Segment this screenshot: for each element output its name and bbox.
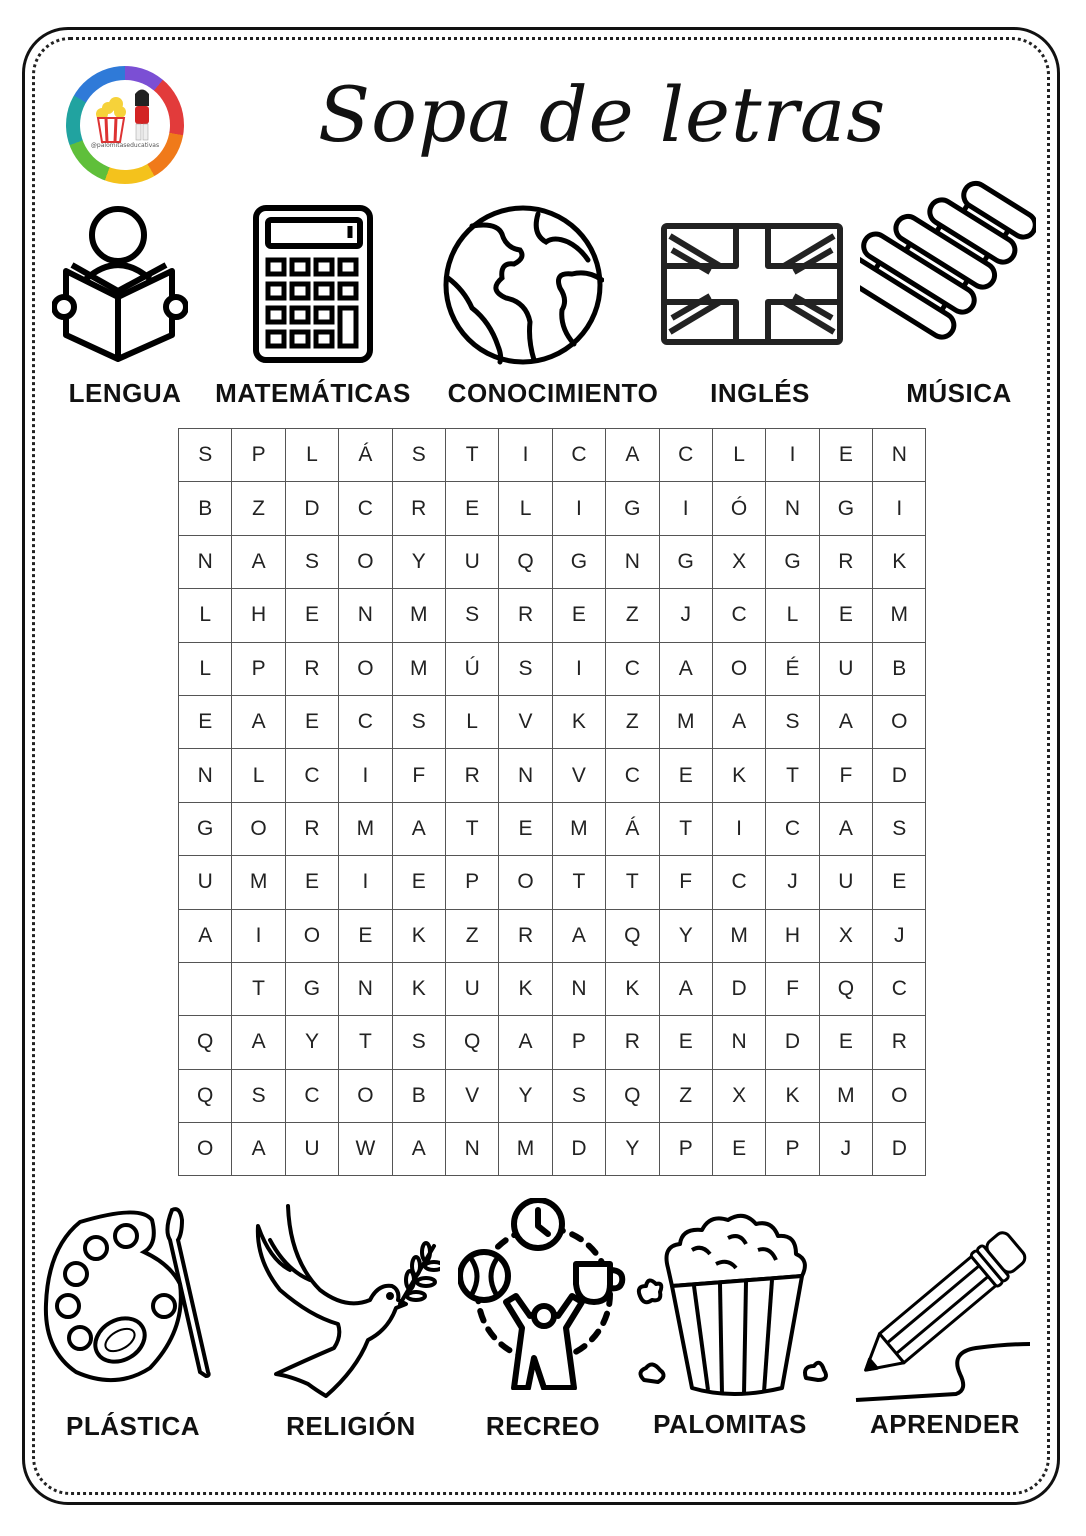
word-label-ingles: INGLÉS: [710, 378, 810, 408]
grid-cell[interactable]: S: [552, 1069, 605, 1122]
grid-cell[interactable]: I: [339, 749, 392, 802]
grid-cell[interactable]: S: [873, 802, 926, 855]
grid-cell[interactable]: O: [873, 695, 926, 748]
grid-cell[interactable]: S: [445, 589, 498, 642]
grid-cell[interactable]: M: [819, 1069, 872, 1122]
word-label-musica: MÚSICA: [906, 378, 1012, 408]
grid-cell[interactable]: B: [873, 642, 926, 695]
grid-cell[interactable]: X: [819, 909, 872, 962]
grid-cell[interactable]: N: [873, 429, 926, 482]
grid-cell[interactable]: Q: [499, 535, 552, 588]
popcorn-mascot-icon: [80, 80, 170, 170]
grid-cell[interactable]: T: [552, 856, 605, 909]
grid-cell[interactable]: S: [392, 1016, 445, 1069]
reading-person-icon: [52, 203, 188, 363]
grid-cell[interactable]: M: [552, 802, 605, 855]
word-label-matematicas: MATEMÁTICAS: [215, 378, 411, 408]
grid-cell[interactable]: T: [339, 1016, 392, 1069]
grid-cell[interactable]: C: [712, 589, 765, 642]
grid-cell[interactable]: G: [766, 535, 819, 588]
grid-cell[interactable]: C: [606, 642, 659, 695]
grid-cell[interactable]: Á: [606, 802, 659, 855]
grid-cell[interactable]: N: [499, 749, 552, 802]
grid-cell[interactable]: F: [659, 856, 712, 909]
grid-cell[interactable]: A: [659, 642, 712, 695]
grid-cell[interactable]: Q: [179, 1016, 232, 1069]
grid-cell[interactable]: G: [659, 535, 712, 588]
grid-cell[interactable]: M: [232, 856, 285, 909]
grid-row: [179, 642, 926, 695]
grid-cell[interactable]: R: [392, 482, 445, 535]
grid-cell[interactable]: S: [766, 695, 819, 748]
grid-cell[interactable]: J: [819, 1123, 872, 1176]
grid-cell[interactable]: V: [499, 695, 552, 748]
popcorn-icon: [632, 1210, 832, 1396]
pencil-icon: [846, 1204, 1046, 1404]
grid-cell[interactable]: V: [445, 1069, 498, 1122]
grid-row: [179, 482, 926, 535]
grid-cell[interactable]: R: [285, 802, 338, 855]
grid-cell[interactable]: S: [232, 1069, 285, 1122]
grid-cell[interactable]: C: [552, 429, 605, 482]
grid-cell[interactable]: Ú: [445, 642, 498, 695]
grid-cell[interactable]: T: [766, 749, 819, 802]
grid-cell[interactable]: I: [552, 642, 605, 695]
grid-cell[interactable]: B: [392, 1069, 445, 1122]
grid-cell[interactable]: Y: [499, 1069, 552, 1122]
grid-cell[interactable]: O: [339, 1069, 392, 1122]
grid-cell[interactable]: I: [339, 856, 392, 909]
grid-cell[interactable]: S: [499, 642, 552, 695]
grid-cell[interactable]: H: [232, 589, 285, 642]
grid-cell[interactable]: S: [179, 429, 232, 482]
grid-cell[interactable]: A: [499, 1016, 552, 1069]
grid-cell[interactable]: A: [392, 802, 445, 855]
grid-cell[interactable]: L: [499, 482, 552, 535]
grid-cell[interactable]: E: [179, 695, 232, 748]
grid-cell[interactable]: Q: [606, 1069, 659, 1122]
grid-cell[interactable]: Á: [339, 429, 392, 482]
grid-cell[interactable]: E: [819, 1016, 872, 1069]
grid-cell[interactable]: A: [179, 909, 232, 962]
grid-cell[interactable]: M: [873, 589, 926, 642]
grid-cell[interactable]: K: [392, 909, 445, 962]
grid-cell[interactable]: F: [819, 749, 872, 802]
grid-cell[interactable]: O: [339, 535, 392, 588]
grid-cell[interactable]: [179, 962, 232, 1015]
grid-cell[interactable]: N: [606, 535, 659, 588]
grid-cell[interactable]: T: [445, 802, 498, 855]
grid-cell[interactable]: P: [232, 642, 285, 695]
grid-cell[interactable]: C: [285, 749, 338, 802]
grid-cell[interactable]: Y: [606, 1123, 659, 1176]
grid-cell[interactable]: N: [445, 1123, 498, 1176]
grid-cell[interactable]: T: [606, 856, 659, 909]
grid-cell[interactable]: T: [445, 429, 498, 482]
brand-logo: [66, 66, 184, 184]
grid-cell[interactable]: A: [232, 695, 285, 748]
grid-cell[interactable]: M: [339, 802, 392, 855]
grid-cell[interactable]: R: [499, 589, 552, 642]
grid-cell[interactable]: D: [712, 962, 765, 1015]
grid-cell[interactable]: L: [232, 749, 285, 802]
grid-cell[interactable]: E: [445, 482, 498, 535]
grid-cell[interactable]: S: [392, 695, 445, 748]
grid-cell[interactable]: G: [285, 962, 338, 1015]
grid-cell[interactable]: E: [819, 589, 872, 642]
grid-cell[interactable]: N: [766, 482, 819, 535]
grid-cell[interactable]: I: [552, 482, 605, 535]
grid-cell[interactable]: N: [179, 749, 232, 802]
grid-cell[interactable]: F: [766, 962, 819, 1015]
grid-cell[interactable]: E: [339, 909, 392, 962]
grid-cell[interactable]: Y: [392, 535, 445, 588]
grid-cell[interactable]: Y: [285, 1016, 338, 1069]
grid-cell[interactable]: Q: [819, 962, 872, 1015]
grid-cell[interactable]: C: [606, 749, 659, 802]
grid-row: [179, 802, 926, 855]
grid-cell[interactable]: I: [232, 909, 285, 962]
grid-cell[interactable]: Ó: [712, 482, 765, 535]
grid-cell[interactable]: S: [285, 535, 338, 588]
grid-cell[interactable]: K: [712, 749, 765, 802]
grid-cell[interactable]: É: [766, 642, 819, 695]
grid-cell[interactable]: A: [606, 429, 659, 482]
grid-cell[interactable]: A: [552, 909, 605, 962]
grid-cell[interactable]: K: [766, 1069, 819, 1122]
grid-row: [179, 1123, 926, 1176]
grid-cell[interactable]: U: [819, 642, 872, 695]
grid-cell[interactable]: O: [499, 856, 552, 909]
grid-cell[interactable]: J: [659, 589, 712, 642]
word-label-conocimiento: CONOCIMIENTO: [447, 378, 659, 408]
grid-cell[interactable]: K: [873, 535, 926, 588]
grid-cell[interactable]: C: [712, 856, 765, 909]
grid-cell[interactable]: L: [179, 589, 232, 642]
grid-cell[interactable]: K: [552, 695, 605, 748]
grid-cell[interactable]: Y: [659, 909, 712, 962]
grid-cell[interactable]: E: [392, 856, 445, 909]
grid-cell[interactable]: P: [659, 1123, 712, 1176]
grid-cell[interactable]: G: [179, 802, 232, 855]
word-label-plastica: PLÁSTICA: [66, 1411, 200, 1441]
grid-cell[interactable]: R: [873, 1016, 926, 1069]
grid-cell[interactable]: D: [873, 749, 926, 802]
grid-cell[interactable]: O: [285, 909, 338, 962]
grid-cell[interactable]: I: [873, 482, 926, 535]
grid-cell[interactable]: V: [552, 749, 605, 802]
grid-row: [179, 535, 926, 588]
paint-palette-icon: [40, 1200, 220, 1390]
grid-cell[interactable]: B: [179, 482, 232, 535]
grid-cell[interactable]: L: [712, 429, 765, 482]
recess-icon: [458, 1198, 630, 1390]
grid-cell[interactable]: M: [392, 642, 445, 695]
grid-cell[interactable]: G: [606, 482, 659, 535]
grid-row: [179, 856, 926, 909]
grid-row: [179, 962, 926, 1015]
grid-cell[interactable]: R: [445, 749, 498, 802]
grid-cell[interactable]: J: [766, 856, 819, 909]
grid-cell[interactable]: A: [232, 535, 285, 588]
grid-cell[interactable]: Q: [606, 909, 659, 962]
grid-cell[interactable]: M: [499, 1123, 552, 1176]
grid-cell[interactable]: Z: [232, 482, 285, 535]
grid-cell[interactable]: Z: [445, 909, 498, 962]
grid-cell[interactable]: C: [339, 482, 392, 535]
grid-cell[interactable]: R: [606, 1016, 659, 1069]
grid-row: [179, 1069, 926, 1122]
grid-cell[interactable]: P: [232, 429, 285, 482]
globe-icon: [442, 204, 604, 366]
grid-cell[interactable]: M: [712, 909, 765, 962]
grid-row: [179, 909, 926, 962]
grid-cell[interactable]: C: [659, 429, 712, 482]
calculator-icon: [252, 204, 374, 364]
grid-cell[interactable]: M: [392, 589, 445, 642]
grid-cell[interactable]: T: [659, 802, 712, 855]
page-title: Sopa de letras: [318, 70, 887, 159]
grid-cell[interactable]: K: [392, 962, 445, 1015]
grid-cell[interactable]: D: [552, 1123, 605, 1176]
grid-cell[interactable]: A: [392, 1123, 445, 1176]
grid-cell[interactable]: U: [285, 1123, 338, 1176]
word-label-religion: RELIGIÓN: [286, 1411, 416, 1441]
uk-flag-icon: [660, 222, 844, 346]
grid-row: [179, 749, 926, 802]
grid-cell[interactable]: Z: [659, 1069, 712, 1122]
grid-cell[interactable]: Q: [445, 1016, 498, 1069]
grid-cell[interactable]: D: [285, 482, 338, 535]
grid-cell[interactable]: I: [766, 429, 819, 482]
grid-cell[interactable]: N: [179, 535, 232, 588]
grid-cell[interactable]: N: [552, 962, 605, 1015]
grid-cell[interactable]: E: [712, 1123, 765, 1176]
grid-cell[interactable]: E: [659, 749, 712, 802]
grid-cell[interactable]: R: [819, 535, 872, 588]
grid-cell[interactable]: L: [445, 695, 498, 748]
grid-cell[interactable]: E: [285, 589, 338, 642]
grid-cell[interactable]: I: [499, 429, 552, 482]
grid-cell[interactable]: W: [339, 1123, 392, 1176]
grid-cell[interactable]: J: [873, 909, 926, 962]
dove-icon: [250, 1200, 440, 1400]
grid-cell[interactable]: O: [179, 1123, 232, 1176]
grid-cell[interactable]: E: [285, 695, 338, 748]
word-label-lengua: LENGUA: [68, 378, 182, 408]
grid-cell[interactable]: A: [232, 1123, 285, 1176]
grid-cell[interactable]: A: [659, 962, 712, 1015]
grid-cell[interactable]: K: [499, 962, 552, 1015]
grid-cell[interactable]: U: [819, 856, 872, 909]
grid-cell[interactable]: C: [873, 962, 926, 1015]
grid-cell[interactable]: C: [766, 802, 819, 855]
grid-cell[interactable]: O: [232, 802, 285, 855]
grid-cell[interactable]: A: [819, 802, 872, 855]
grid-cell[interactable]: G: [819, 482, 872, 535]
grid-row: [179, 695, 926, 748]
grid-cell[interactable]: U: [445, 962, 498, 1015]
word-label-aprender: APRENDER: [870, 1409, 1020, 1439]
grid-row: [179, 589, 926, 642]
grid-cell[interactable]: P: [766, 1123, 819, 1176]
grid-row: [179, 429, 926, 482]
grid-cell[interactable]: U: [179, 856, 232, 909]
xylophone-icon: [860, 172, 1036, 368]
grid-cell[interactable]: L: [766, 589, 819, 642]
grid-cell[interactable]: F: [392, 749, 445, 802]
grid-cell[interactable]: K: [606, 962, 659, 1015]
grid-cell[interactable]: G: [552, 535, 605, 588]
grid-cell[interactable]: A: [232, 1016, 285, 1069]
grid-cell[interactable]: D: [766, 1016, 819, 1069]
grid-cell[interactable]: O: [712, 642, 765, 695]
grid-row: [179, 1016, 926, 1069]
grid-cell[interactable]: I: [712, 802, 765, 855]
word-search-grid: [178, 428, 926, 1176]
grid-cell[interactable]: E: [285, 856, 338, 909]
grid-cell[interactable]: A: [712, 695, 765, 748]
logo-handle: @palomitaseducativas: [90, 142, 160, 149]
grid-cell[interactable]: R: [499, 909, 552, 962]
grid-cell[interactable]: U: [445, 535, 498, 588]
grid-cell[interactable]: M: [659, 695, 712, 748]
grid-cell[interactable]: Q: [179, 1069, 232, 1122]
grid-cell[interactable]: R: [285, 642, 338, 695]
grid-cell[interactable]: X: [712, 1069, 765, 1122]
grid-cell[interactable]: L: [285, 429, 338, 482]
grid-cell[interactable]: I: [659, 482, 712, 535]
grid-cell[interactable]: C: [285, 1069, 338, 1122]
grid-cell[interactable]: E: [873, 856, 926, 909]
grid-cell[interactable]: P: [445, 856, 498, 909]
grid-cell[interactable]: E: [819, 429, 872, 482]
grid-cell[interactable]: N: [339, 589, 392, 642]
word-label-palomitas: PALOMITAS: [653, 1409, 807, 1439]
grid-cell[interactable]: Z: [606, 695, 659, 748]
grid-cell[interactable]: X: [712, 535, 765, 588]
grid-cell[interactable]: O: [339, 642, 392, 695]
grid-cell[interactable]: E: [659, 1016, 712, 1069]
grid-cell[interactable]: T: [232, 962, 285, 1015]
grid-cell[interactable]: A: [819, 695, 872, 748]
grid-cell[interactable]: S: [392, 429, 445, 482]
grid-cell[interactable]: E: [552, 589, 605, 642]
grid-cell[interactable]: L: [179, 642, 232, 695]
grid-cell[interactable]: O: [873, 1069, 926, 1122]
grid-cell[interactable]: D: [873, 1123, 926, 1176]
grid-cell[interactable]: Z: [606, 589, 659, 642]
grid-cell[interactable]: H: [766, 909, 819, 962]
grid-cell[interactable]: N: [712, 1016, 765, 1069]
grid-cell[interactable]: C: [339, 695, 392, 748]
grid-cell[interactable]: E: [499, 802, 552, 855]
word-label-recreo: RECREO: [485, 1411, 601, 1441]
grid-cell[interactable]: P: [552, 1016, 605, 1069]
grid-cell[interactable]: N: [339, 962, 392, 1015]
